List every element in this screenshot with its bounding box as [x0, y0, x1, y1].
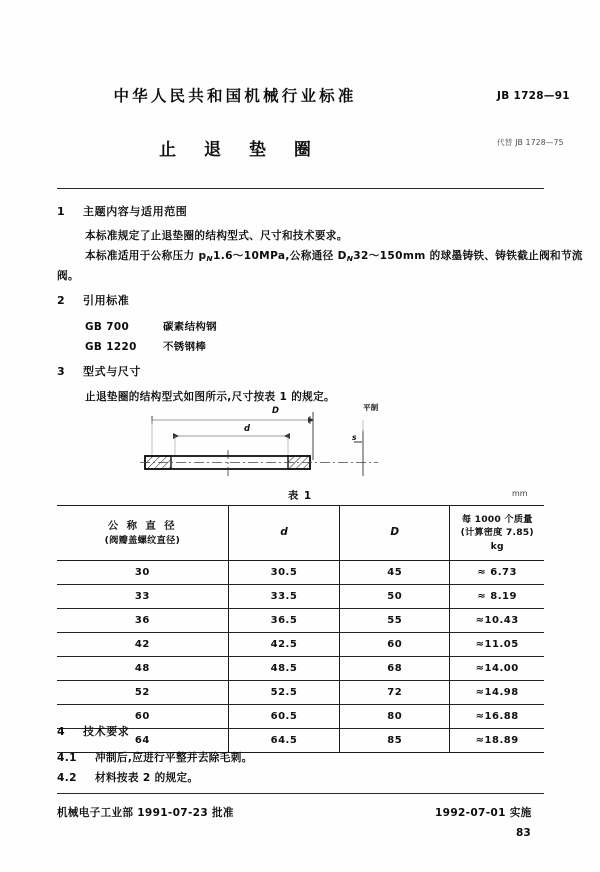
cell-mass: ≈11.05: [450, 633, 544, 657]
footer-divider: [57, 793, 544, 794]
table-row: [57, 705, 544, 729]
cell-nominal-diameter: 60: [57, 705, 228, 729]
approval-note: 机械电子工业部 1991-07-23 批准: [57, 807, 234, 819]
table-row: [57, 585, 544, 609]
section-4-item-1: [57, 750, 253, 765]
header-divider: [57, 188, 544, 189]
table-row: [57, 681, 544, 705]
reference-standard-row: [85, 318, 217, 333]
section-1-number: 1: [57, 205, 66, 218]
cell-d: 42.5: [228, 633, 339, 657]
column-header-mass-line1: 每 1000 个质量: [461, 513, 533, 525]
cell-d: 36.5: [228, 609, 339, 633]
section-4-title: 技术要求: [83, 725, 130, 738]
section-1-paragraph-2: [85, 248, 583, 263]
table-row: [57, 609, 544, 633]
cell-nominal-diameter: 48: [57, 657, 228, 681]
scope-text-b: 1.6～10MPa,公称通径 D: [212, 250, 347, 262]
cell-nominal-diameter: 30: [57, 561, 228, 585]
diameter-subscript: N: [346, 254, 354, 264]
section-3-number: 3: [57, 365, 66, 378]
column-header-nominal-diameter-main: 公 称 直 径: [107, 519, 177, 532]
table-row: [57, 633, 544, 657]
drawing-material-note: 平制: [363, 403, 379, 412]
section-4-item-2-text: 材料按表 2 的规定。: [95, 772, 199, 784]
reference-code: GB 1220: [85, 341, 137, 353]
column-header-d: d: [228, 506, 339, 561]
table-unit-note: mm: [512, 489, 528, 498]
reference-name: 碳素结构钢: [163, 321, 217, 333]
standard-number: JB 1728—91: [497, 90, 570, 102]
section-1-title: 主题内容与适用范围: [83, 205, 188, 218]
cell-d: 33.5: [228, 585, 339, 609]
cell-d: 52.5: [228, 681, 339, 705]
scope-text-a: 本标准适用于公称压力 p: [85, 250, 207, 262]
section-1-paragraph-1: 本标准规定了止退垫圈的结构型式、尺寸和技术要求。: [85, 230, 348, 242]
cell-nominal-diameter: 52: [57, 681, 228, 705]
washer-drawing-svg: [140, 398, 420, 480]
cell-mass: ≈14.98: [450, 681, 544, 705]
replaces-standard-note: 代替 JB 1728—75: [497, 138, 564, 147]
table-header-row: [57, 506, 544, 561]
cell-D: 55: [340, 609, 450, 633]
cell-d: 60.5: [228, 705, 339, 729]
table-row: [57, 561, 544, 585]
pressure-subscript: N: [206, 254, 213, 264]
section-3-paragraph-1: 止退垫圈的结构型式如图所示,尺寸按表 1 的规定。: [85, 391, 335, 403]
cell-mass: ≈ 6.73: [450, 561, 544, 585]
cell-D: 68: [340, 657, 450, 681]
cell-d: 64.5: [228, 729, 339, 753]
table-header: [57, 506, 544, 561]
section-4-item-2: [57, 770, 198, 785]
column-header-mass-line3: kg: [490, 540, 504, 552]
cell-D: 85: [340, 729, 450, 753]
table-row: [57, 657, 544, 681]
cell-nominal-diameter: 33: [57, 585, 228, 609]
section-3-heading: [57, 363, 141, 379]
section-4-item-1-number: 4.1: [57, 752, 77, 764]
section-1-paragraph-2-wrap: 阀。: [57, 270, 79, 282]
column-header-mass: [450, 506, 544, 561]
section-2-heading: [57, 292, 129, 308]
table-body: [57, 561, 544, 753]
table-caption: 表 1: [287, 490, 313, 502]
section-4-item-1-text: 冲制后,应进行平整并去除毛刺。: [95, 752, 253, 764]
scope-text-c: 32～150mm 的球墨铸铁、铸铁截止阀和节流: [353, 250, 583, 262]
outer-diameter-label: D: [272, 405, 279, 415]
cell-mass: ≈ 8.19: [450, 585, 544, 609]
cell-D: 72: [340, 681, 450, 705]
page-number: 83: [516, 827, 531, 839]
cell-D: 45: [340, 561, 450, 585]
section-4-heading: [57, 723, 129, 739]
inner-diameter-label: d: [244, 423, 250, 433]
cell-nominal-diameter: 64: [57, 729, 228, 753]
issuing-organization: 中华人民共和国机械行业标准: [113, 87, 357, 105]
section-3-title: 型式与尺寸: [83, 365, 141, 378]
cell-D: 50: [340, 585, 450, 609]
column-header-nominal-diameter-sub: (阀瓣盖螺纹直径): [104, 534, 181, 546]
section-4-item-2-number: 4.2: [57, 772, 77, 784]
section-4-number: 4: [57, 725, 66, 738]
dimensions-table: [57, 505, 544, 753]
section-1-heading: [57, 203, 187, 219]
thickness-label: s: [352, 433, 357, 442]
cell-mass: ≈10.43: [450, 609, 544, 633]
reference-standard-row: [85, 338, 206, 353]
document-title: 止 退 垫 圈: [159, 140, 322, 160]
cell-D: 60: [340, 633, 450, 657]
washer-section-drawing: [140, 398, 420, 480]
reference-name: 不锈钢棒: [163, 341, 207, 353]
column-header-D: D: [340, 506, 450, 561]
cell-mass: ≈16.88: [450, 705, 544, 729]
section-2-title: 引用标准: [83, 294, 130, 307]
column-header-nominal-diameter: [57, 506, 228, 561]
cell-d: 30.5: [228, 561, 339, 585]
cell-mass: ≈18.89: [450, 729, 544, 753]
cell-nominal-diameter: 42: [57, 633, 228, 657]
effective-date-note: 1992-07-01 实施: [435, 807, 532, 819]
cell-d: 48.5: [228, 657, 339, 681]
cell-D: 80: [340, 705, 450, 729]
cell-nominal-diameter: 36: [57, 609, 228, 633]
cell-mass: ≈14.00: [450, 657, 544, 681]
reference-code: GB 700: [85, 321, 130, 333]
column-header-mass-line2: (计算密度 7.85): [460, 527, 534, 539]
section-2-number: 2: [57, 294, 66, 307]
table-row: [57, 729, 544, 753]
